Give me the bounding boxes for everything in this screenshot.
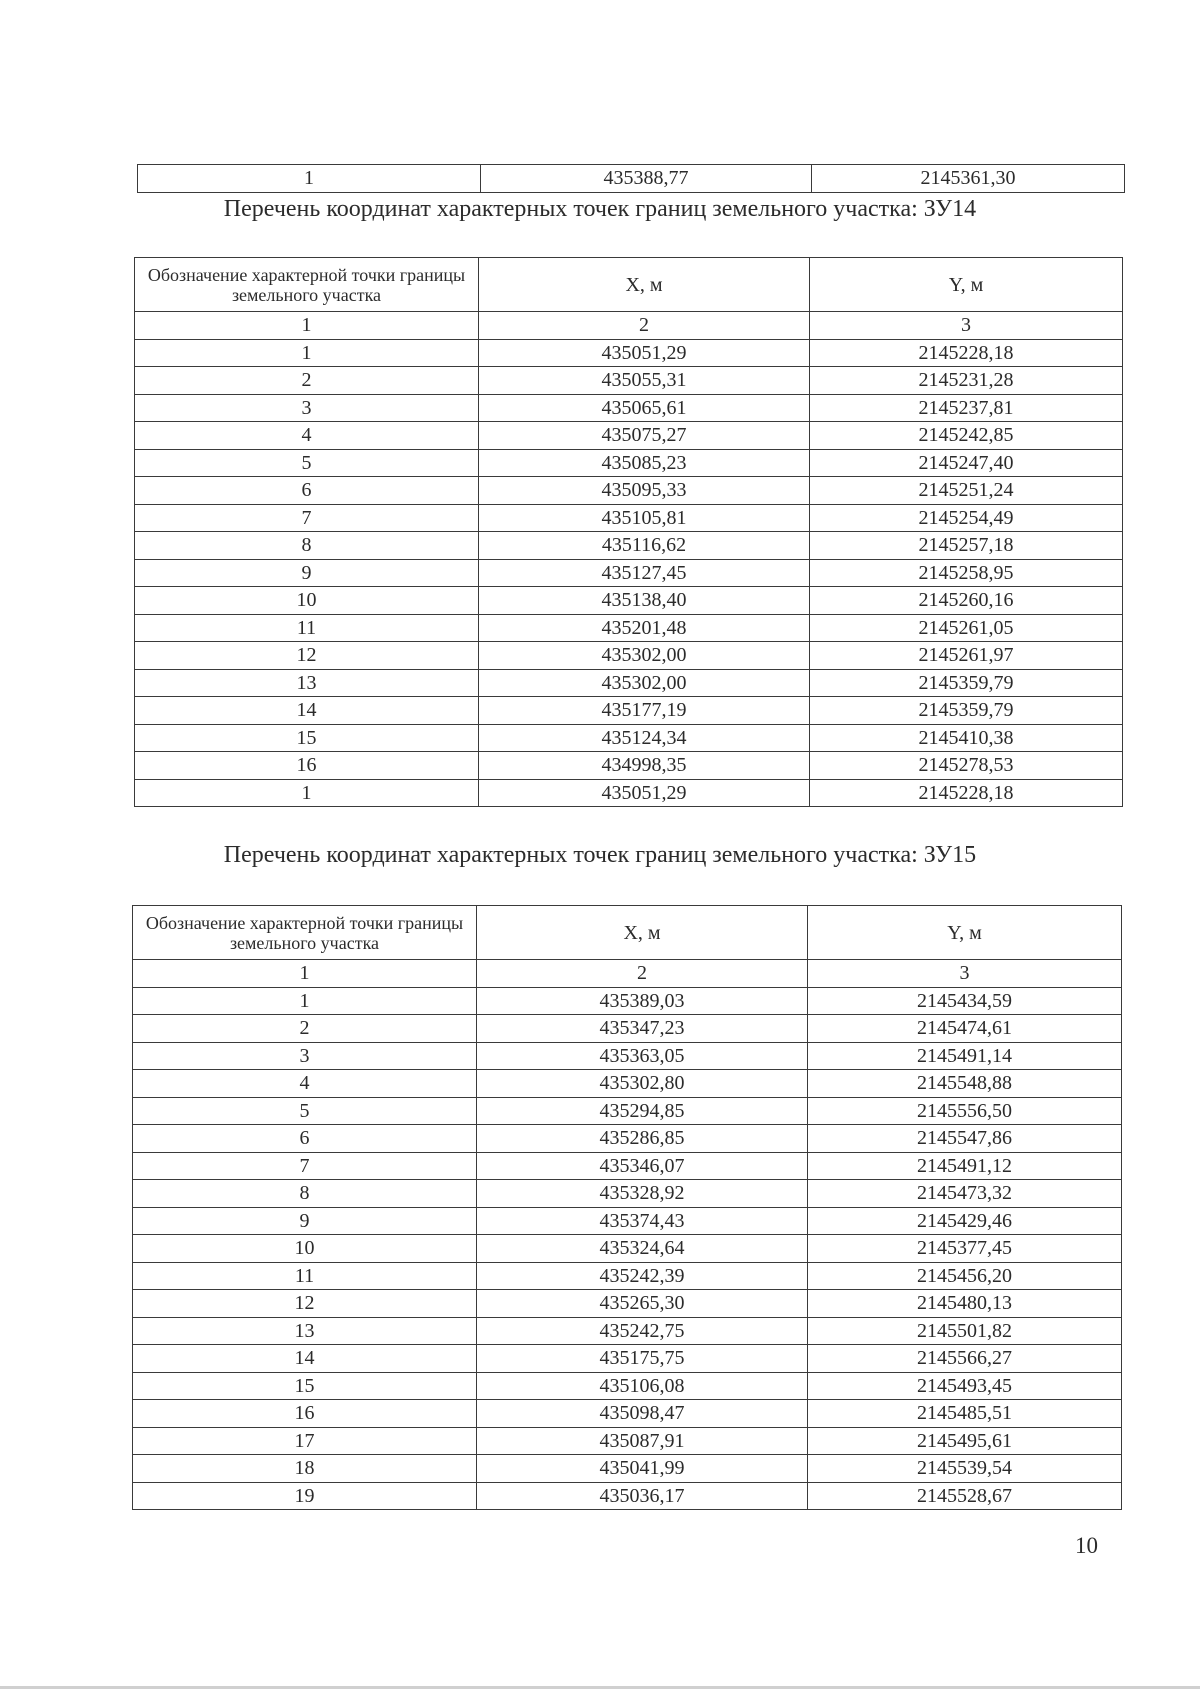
x-cell: 435242,39 [477,1262,808,1290]
index-cell: 3 [808,960,1122,988]
y-cell: 2145548,88 [808,1070,1122,1098]
point-cell: 3 [133,1042,477,1070]
point-cell: 5 [135,449,479,477]
table-row [133,1290,1122,1318]
x-cell: 435302,00 [479,642,810,670]
page-number: 10 [1075,1533,1098,1558]
y-cell: 2145493,45 [808,1372,1122,1400]
y-cell: 2145566,27 [808,1345,1122,1373]
header-point: Обозначение характерной точки границы земельного участка [133,906,477,960]
table-row [133,1317,1122,1345]
y-cell: 2145278,53 [810,752,1123,780]
y-cell: 2145491,12 [808,1152,1122,1180]
table-row [135,532,1123,560]
x-cell: 435085,23 [479,449,810,477]
x-cell: 435374,43 [477,1207,808,1235]
table-row [135,559,1123,587]
table-row [135,697,1123,725]
x-cell: 435346,07 [477,1152,808,1180]
table-header-row [135,258,1123,312]
y-cell: 2145491,14 [808,1042,1122,1070]
x-cell: 435302,00 [479,669,810,697]
coordinates-table-zu14 [134,257,1123,807]
table-row [133,1015,1122,1043]
x-cell: 435106,08 [477,1372,808,1400]
x-cell: 435087,91 [477,1427,808,1455]
x-cell: 435363,05 [477,1042,808,1070]
table-row [133,1372,1122,1400]
point-cell: 9 [135,559,479,587]
point-cell: 11 [135,614,479,642]
table-row [135,642,1123,670]
x-cell: 435036,17 [477,1482,808,1510]
point-cell: 6 [135,477,479,505]
x-cell: 435242,75 [477,1317,808,1345]
y-cell: 2145260,16 [810,587,1123,615]
point-cell: 2 [135,367,479,395]
table-row [135,724,1123,752]
y-cell: 2145480,13 [808,1290,1122,1318]
x-cell: 435294,85 [477,1097,808,1125]
table-row [133,1070,1122,1098]
y-cell: 2145228,18 [810,339,1123,367]
y-cell: 2145429,46 [808,1207,1122,1235]
index-cell: 1 [135,312,479,340]
table-row [133,1482,1122,1510]
y-cell: 2145485,51 [808,1400,1122,1428]
point-cell: 16 [135,752,479,780]
table-row [133,1400,1122,1428]
x-cell: 435265,30 [477,1290,808,1318]
point-cell: 12 [135,642,479,670]
x-cell: 435095,33 [479,477,810,505]
table-row [135,587,1123,615]
x-cell: 435098,47 [477,1400,808,1428]
x-cell: 435124,34 [479,724,810,752]
y-cell: 2145473,32 [808,1180,1122,1208]
y-cell: 2145361,30 [812,165,1125,193]
table-row [135,367,1123,395]
x-cell: 435347,23 [477,1015,808,1043]
y-cell: 2145237,81 [810,394,1123,422]
y-cell: 2145261,05 [810,614,1123,642]
point-cell: 15 [135,724,479,752]
table-row [135,394,1123,422]
x-cell: 435328,92 [477,1180,808,1208]
x-cell: 435388,77 [481,165,812,193]
y-cell: 2145247,40 [810,449,1123,477]
header-y: Y, м [810,258,1123,312]
x-cell: 435201,48 [479,614,810,642]
point-cell: 13 [133,1317,477,1345]
point-cell: 1 [135,779,479,807]
y-cell: 2145556,50 [808,1097,1122,1125]
y-cell: 2145261,97 [810,642,1123,670]
table-row [133,987,1122,1015]
table-row [135,504,1123,532]
point-cell: 2 [133,1015,477,1043]
table-row [133,1427,1122,1455]
point-cell: 10 [135,587,479,615]
x-cell: 435051,29 [479,779,810,807]
table-index-row [135,312,1123,340]
point-cell: 5 [133,1097,477,1125]
coordinates-table-zu15 [132,905,1122,1510]
x-cell: 435138,40 [479,587,810,615]
y-cell: 2145528,67 [808,1482,1122,1510]
table-row [133,1235,1122,1263]
index-cell: 2 [477,960,808,988]
y-cell: 2145501,82 [808,1317,1122,1345]
x-cell: 435041,99 [477,1455,808,1483]
table-row [135,669,1123,697]
index-cell: 3 [810,312,1123,340]
y-cell: 2145257,18 [810,532,1123,560]
point-cell: 3 [135,394,479,422]
point-cell: 4 [133,1070,477,1098]
table-row [135,339,1123,367]
y-cell: 2145495,61 [808,1427,1122,1455]
scan-edge-divider [0,1686,1200,1689]
point-cell: 18 [133,1455,477,1483]
table-row [135,477,1123,505]
y-cell: 2145254,49 [810,504,1123,532]
x-cell: 435324,64 [477,1235,808,1263]
point-cell: 19 [133,1482,477,1510]
x-cell: 435175,75 [477,1345,808,1373]
x-cell: 435116,62 [479,532,810,560]
header-y: Y, м [808,906,1122,960]
y-cell: 2145242,85 [810,422,1123,450]
x-cell: 435065,61 [479,394,810,422]
point-cell: 17 [133,1427,477,1455]
point-cell: 12 [133,1290,477,1318]
point-cell: 6 [133,1125,477,1153]
table-row [133,1180,1122,1208]
table-row [133,1125,1122,1153]
y-cell: 2145474,61 [808,1015,1122,1043]
table-row [133,1262,1122,1290]
header-x: X, м [477,906,808,960]
y-cell: 2145456,20 [808,1262,1122,1290]
y-cell: 2145410,38 [810,724,1123,752]
x-cell: 435302,80 [477,1070,808,1098]
point-cell: 7 [135,504,479,532]
x-cell: 435075,27 [479,422,810,450]
x-cell: 435055,31 [479,367,810,395]
point-cell: 13 [135,669,479,697]
point-cell: 14 [133,1345,477,1373]
point-cell: 9 [133,1207,477,1235]
point-cell: 7 [133,1152,477,1180]
table-header-row [133,906,1122,960]
y-cell: 2145231,28 [810,367,1123,395]
table-row [135,422,1123,450]
x-cell: 435177,19 [479,697,810,725]
y-cell: 2145258,95 [810,559,1123,587]
continuation-table [137,164,1125,193]
table-row [133,1207,1122,1235]
point-cell: 14 [135,697,479,725]
point-cell: 15 [133,1372,477,1400]
table-title-zu14: Перечень координат характерных точек границ земельного участка: ЗУ14 [223,196,977,222]
x-cell: 435286,85 [477,1125,808,1153]
header-point: Обозначение характерной точки границы земельного участка [135,258,479,312]
y-cell: 2145434,59 [808,987,1122,1015]
x-cell: 434998,35 [479,752,810,780]
y-cell: 2145228,18 [810,779,1123,807]
y-cell: 2145377,45 [808,1235,1122,1263]
point-cell: 8 [133,1180,477,1208]
point-cell: 1 [133,987,477,1015]
table-title-zu15: Перечень координат характерных точек границ земельного участка: ЗУ15 [223,842,977,868]
table-row [135,752,1123,780]
point-cell: 11 [133,1262,477,1290]
header-x: X, м [479,258,810,312]
table-row [135,449,1123,477]
index-cell: 2 [479,312,810,340]
table-row [135,779,1123,807]
y-cell: 2145251,24 [810,477,1123,505]
table-row [138,165,1125,193]
index-cell: 1 [133,960,477,988]
y-cell: 2145359,79 [810,697,1123,725]
point-cell: 1 [135,339,479,367]
point-cell: 1 [138,165,481,193]
table-row [135,614,1123,642]
y-cell: 2145539,54 [808,1455,1122,1483]
x-cell: 435389,03 [477,987,808,1015]
x-cell: 435105,81 [479,504,810,532]
point-cell: 4 [135,422,479,450]
point-cell: 16 [133,1400,477,1428]
table-row [133,1345,1122,1373]
table-index-row [133,960,1122,988]
table-row [133,1097,1122,1125]
table-row [133,1152,1122,1180]
point-cell: 8 [135,532,479,560]
table-row [133,1042,1122,1070]
y-cell: 2145359,79 [810,669,1123,697]
x-cell: 435051,29 [479,339,810,367]
table-row [133,1455,1122,1483]
y-cell: 2145547,86 [808,1125,1122,1153]
x-cell: 435127,45 [479,559,810,587]
point-cell: 10 [133,1235,477,1263]
